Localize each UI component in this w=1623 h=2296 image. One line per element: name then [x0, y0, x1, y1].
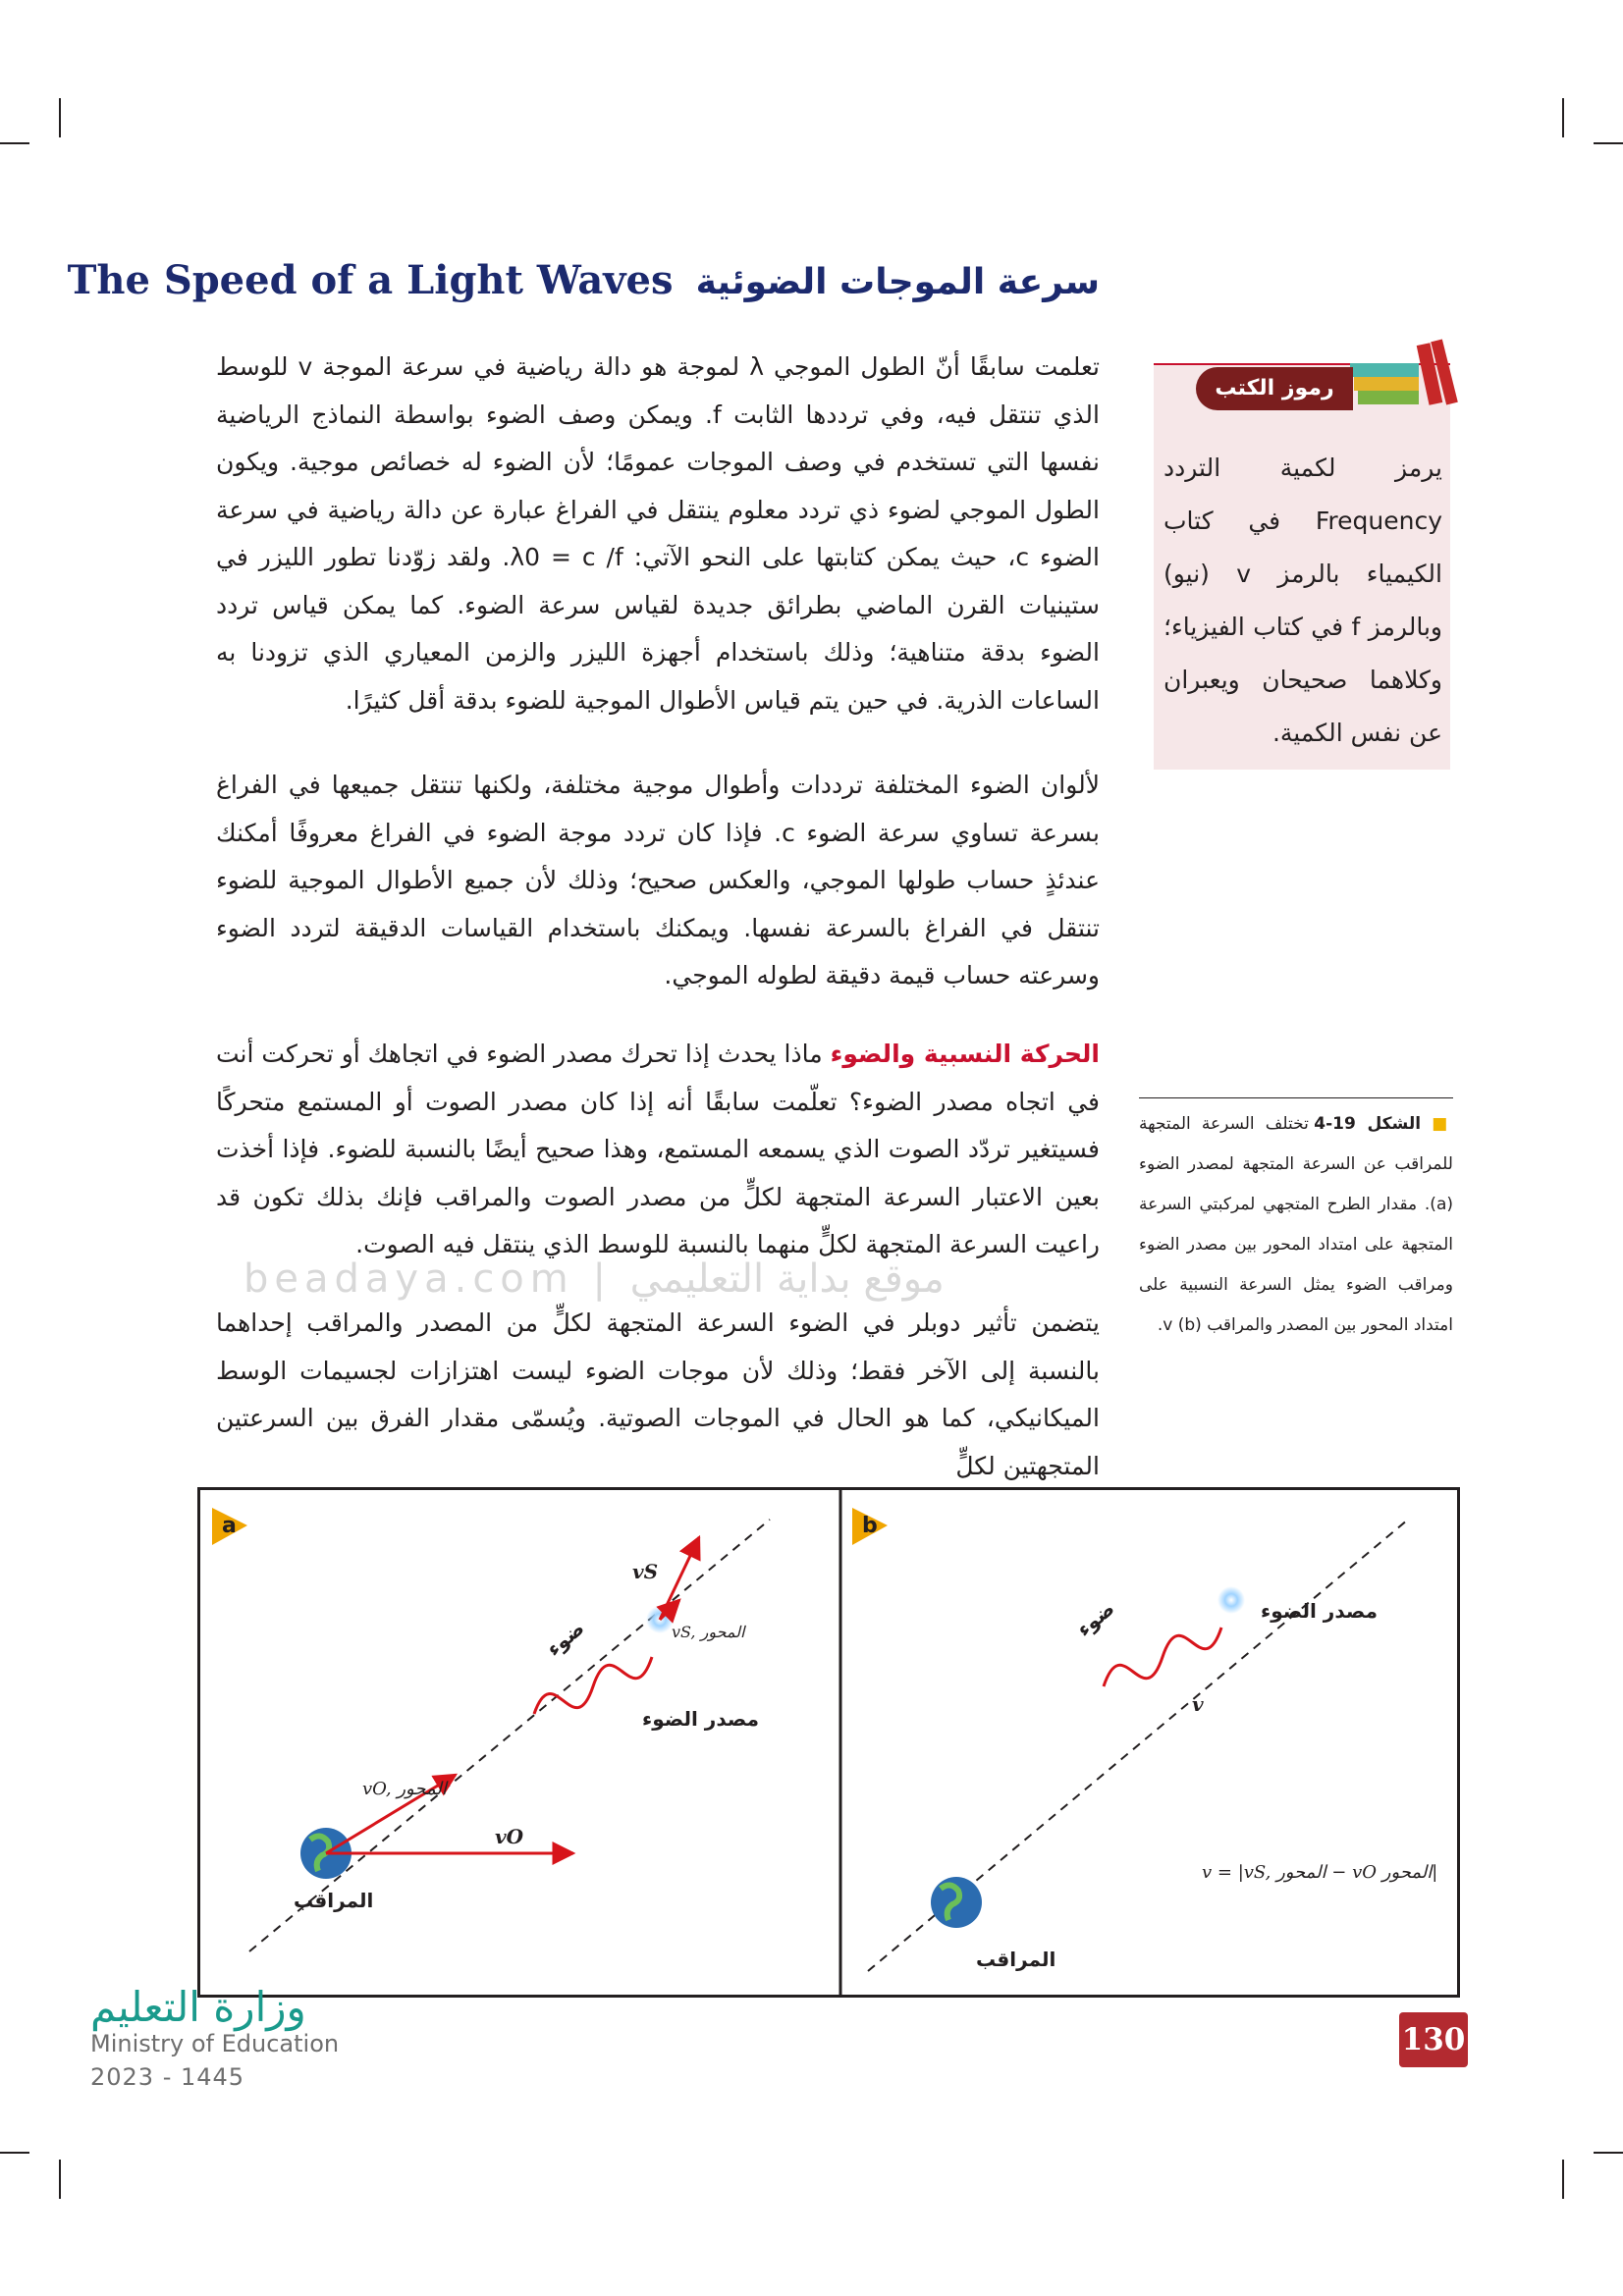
figure-doppler	[197, 1487, 1460, 1998]
panel-a-light-label: ضوء	[541, 1616, 589, 1661]
body-paragraph-3	[216, 1031, 1100, 1269]
crop-mark	[59, 2160, 61, 2199]
section-title	[68, 257, 1100, 303]
panel-b-observer-label: المراقب	[976, 1948, 1056, 1971]
body-paragraph-1	[216, 344, 1100, 724]
paragraph-text: تعلمت سابقًا أنّ الطول الموجي λ لموجة هو دالة رياضية في سرعة الموجة v للوسط الذي تنتقل فيه، وفي ترددها الثابت f. ويمكن وصف الضوء بواسطة النماذج الرياضية نفسها التي تستخدم في وصف الموجات عمومًا؛ لأن الضوء له خصائص موجية. ويكون الطول الموجي لضوء ذي تردد معلوم ينتقل في الفراغ عبارة عن دالة رياضية في سرعة الضوء c، حيث يمكن كتابتها على النحو الآتي: λ0 = c /f. ولقد زوّدنا تطور الليزر في ستينيات القرن الماضي بطرائق جديدة لقياس سرعة الضوء. كما يمكن قياس تردد الضوء بدقة متناهية؛ وذلك باستخدام أجهزة الليزر والزمن المعياري الذي تزودنا به الساعات الذرية. في حين يتم قياس الأطوال الموجية للضوء بدقة أقل كثيرًا.	[216, 352, 1101, 715]
paragraph-text	[216, 1031, 1100, 1269]
figure-svg	[200, 1490, 1457, 1995]
relative-motion-heading: الحركة النسبية والضوء	[830, 1040, 1101, 1068]
sidebar-text: يرمز لكمية التردد Frequency في كتاب الكيمياء بالرمز v (نيو) وبالرمز f في كتاب الفيزياء؛ وكلاهما صحيحان ويعبران عن نفس الكمية.	[1163, 454, 1442, 747]
vo-axis-label: vO, المحور	[362, 1779, 447, 1799]
crop-mark	[1562, 2160, 1564, 2199]
crop-mark	[0, 142, 29, 144]
panel-a-source-label: مصدر الضوء	[642, 1707, 759, 1731]
panel-a-label: a	[222, 1514, 237, 1538]
vs-label: vS	[632, 1560, 659, 1583]
body-paragraph-2	[216, 762, 1100, 1000]
v-label: v	[1192, 1692, 1204, 1716]
panel-b-light-label: ضوء	[1071, 1596, 1119, 1641]
paragraph-text: يتضمن تأثير دوبلر في الضوء السرعة المتجهة لكلٍّ من المصدر والمراقب إحداهما بالنسبة إلى الآخر فقط؛ وذلك لأن موجات الضوء ليست اهتزازات لجسيمات الوسط الميكانيكي، كما هو الحال في الموجات الصوتية. ويُسمّى مقدار الفرق بين السرعتين المتجهتين لكلٍّ	[216, 1308, 1100, 1480]
paragraph-text: لألوان الضوء المختلفة ترددات وأطوال موجية مختلفة، ولكنها تنتقل جميعها في الفراغ بسرعة تساوي سرعة الضوء c. فإذا كان تردد موجة الضوء في الفراغ معروفًا أمكنك عندئذٍ حساب طولها الموجي، والعكس صحيح؛ وذلك لأن جميع الأطوال الموجية للضوء تنتقل في الفراغ بالسرعة نفسها. ويمكنك باستخدام القياسات الدقيقة لتردد الضوء وسرعته حساب قيمة دقيقة لطوله الموجي.	[216, 771, 1101, 989]
vo-label: vO	[495, 1825, 524, 1848]
panel-b-label: b	[862, 1514, 878, 1538]
crop-mark	[1562, 98, 1564, 137]
figure-caption	[1139, 1097, 1453, 1346]
vs-arrow	[660, 1537, 699, 1620]
panel-a-axis	[249, 1520, 770, 1951]
crop-mark	[59, 98, 61, 137]
panel-a-observer-label: المراقب	[294, 1889, 374, 1912]
watermark: beadaya.com | موقع بداية التعليمي	[243, 1256, 945, 1302]
section-title-en: The Speed of a Light Waves	[67, 257, 674, 303]
body-paragraph-4	[216, 1300, 1100, 1490]
panel-b-wave	[1104, 1628, 1221, 1686]
sidebar-tab: رموز الكتب	[1196, 367, 1353, 410]
crop-mark	[1594, 2152, 1623, 2154]
section-title-ar: سرعة الموجات الضوئية	[695, 262, 1100, 302]
caption-text: تختلف السرعة المتجهة للمراقب عن السرعة المتجهة لمصدر الضوء (a). مقدار الطرح المتجهي لمركبتي السرعة المتجهة على امتداد المحور بين مصدر الضوء ومراقب الضوء يمثل السرعة النسبية على امتداد المحور بين المصدر والمراقب v (b).	[1139, 1114, 1453, 1335]
books-icon	[1350, 338, 1458, 410]
page-number: 130	[1399, 2012, 1468, 2067]
ministry-logo-ar: وزارة التعليم	[90, 1983, 306, 2031]
panel-b-source	[1217, 1586, 1245, 1614]
bullet-square-icon: ■	[1421, 1114, 1454, 1134]
relative-motion-text: ماذا يحدث إذا تحرك مصدر الضوء في اتجاهك أو تحركت أنت في اتجاه مصدر الضوء؟ تعلّمت سابقًا أنه إذا كان مصدر الصوت أو المستمع متحركًا فسيتغير تردّد الصوت الذي يسمعه المستمع، وهذا صحيح أيضًا بالنسبة للضوء. فإذا أخذت بعين الاعتبار السرعة المتجهة لكلٍّ من مصدر الصوت والمراقب فإنك بذلك تكون قد راعيت السرعة المتجهة لكلٍّ منهما بالنسبة للوسط الذي ينتقل فيه الصوت.	[216, 1040, 1100, 1258]
vs-axis-label: vS, المحور	[672, 1623, 745, 1641]
edition-year: 2023 - 1445	[90, 2063, 245, 2091]
ministry-logo-en: Ministry of Education	[90, 2030, 340, 2057]
panel-b-source-label: مصدر الضوء	[1261, 1599, 1378, 1623]
crop-mark	[1594, 142, 1623, 144]
figure-label: الشكل 19-4	[1314, 1114, 1422, 1134]
relative-velocity-formula: v = |vS, المحور − vO المحور|	[1202, 1862, 1438, 1883]
crop-mark	[0, 2152, 29, 2154]
